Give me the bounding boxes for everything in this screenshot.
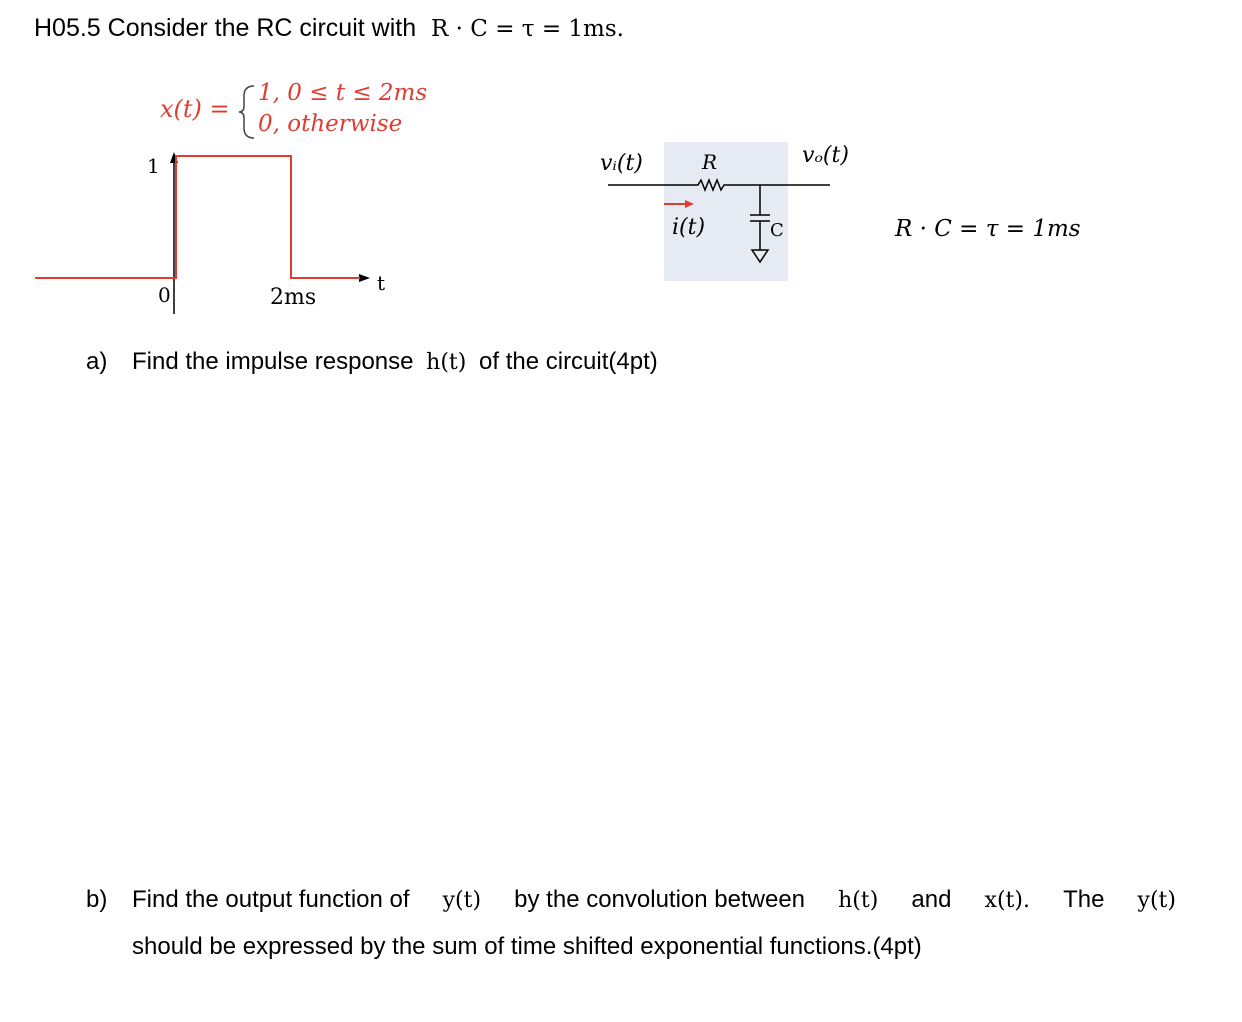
question-b-text-3: and	[911, 886, 952, 913]
heading-math: R · C = τ = 1ms.	[431, 16, 624, 42]
rc-circuit	[580, 130, 880, 290]
question-b-math-1: y(t)	[442, 888, 482, 913]
question-b-marker: b)	[86, 886, 108, 913]
input-voltage-label: vᵢ(t)	[600, 151, 643, 176]
signal-lhs: x(t) =	[160, 95, 230, 123]
question-a	[132, 348, 658, 376]
signal-plot	[0, 0, 420, 330]
signal-case-2: 0, otherwise	[258, 111, 403, 137]
question-b-text-4: The	[1063, 886, 1105, 913]
x-axis-arrow-icon	[359, 274, 370, 282]
question-b-math-2: h(t)	[838, 888, 879, 913]
question-a-math-1: h(t)	[426, 350, 467, 375]
rc-relation: R · C = τ = 1ms	[895, 216, 1081, 242]
question-b-text-1: Find the output function of	[132, 886, 410, 913]
capacitor-label: C	[770, 220, 784, 241]
question-b-text-2: by the convolution between	[514, 886, 806, 913]
current-label: i(t)	[672, 215, 706, 240]
heading-text: H05.5 Consider the RC circuit with	[34, 14, 417, 42]
y-tick-label: 1	[147, 154, 160, 178]
question-a-text-1: Find the impulse response	[132, 348, 414, 375]
signal-case-1: 1, 0 ≤ t ≤ 2ms	[258, 80, 428, 106]
origin-label: 0	[158, 283, 171, 307]
question-a-marker: a)	[86, 348, 108, 375]
circuit-background	[664, 142, 788, 281]
question-b-line-2: should be expressed by the sum of time shifted exponential functions.(4pt)	[132, 933, 922, 960]
time-axis-label: t	[377, 271, 386, 295]
resistor-label: R	[702, 150, 718, 174]
output-voltage-label: vₒ(t)	[802, 143, 849, 168]
question-b-math-3: x(t).	[984, 888, 1030, 913]
signal-pulse	[35, 156, 360, 278]
question-b-math-4: y(t)	[1137, 888, 1176, 913]
question-a-text-2: of the circuit(4pt)	[479, 348, 658, 375]
question-b-line-1	[132, 886, 1176, 914]
x-tick-label: 2ms	[270, 285, 317, 310]
